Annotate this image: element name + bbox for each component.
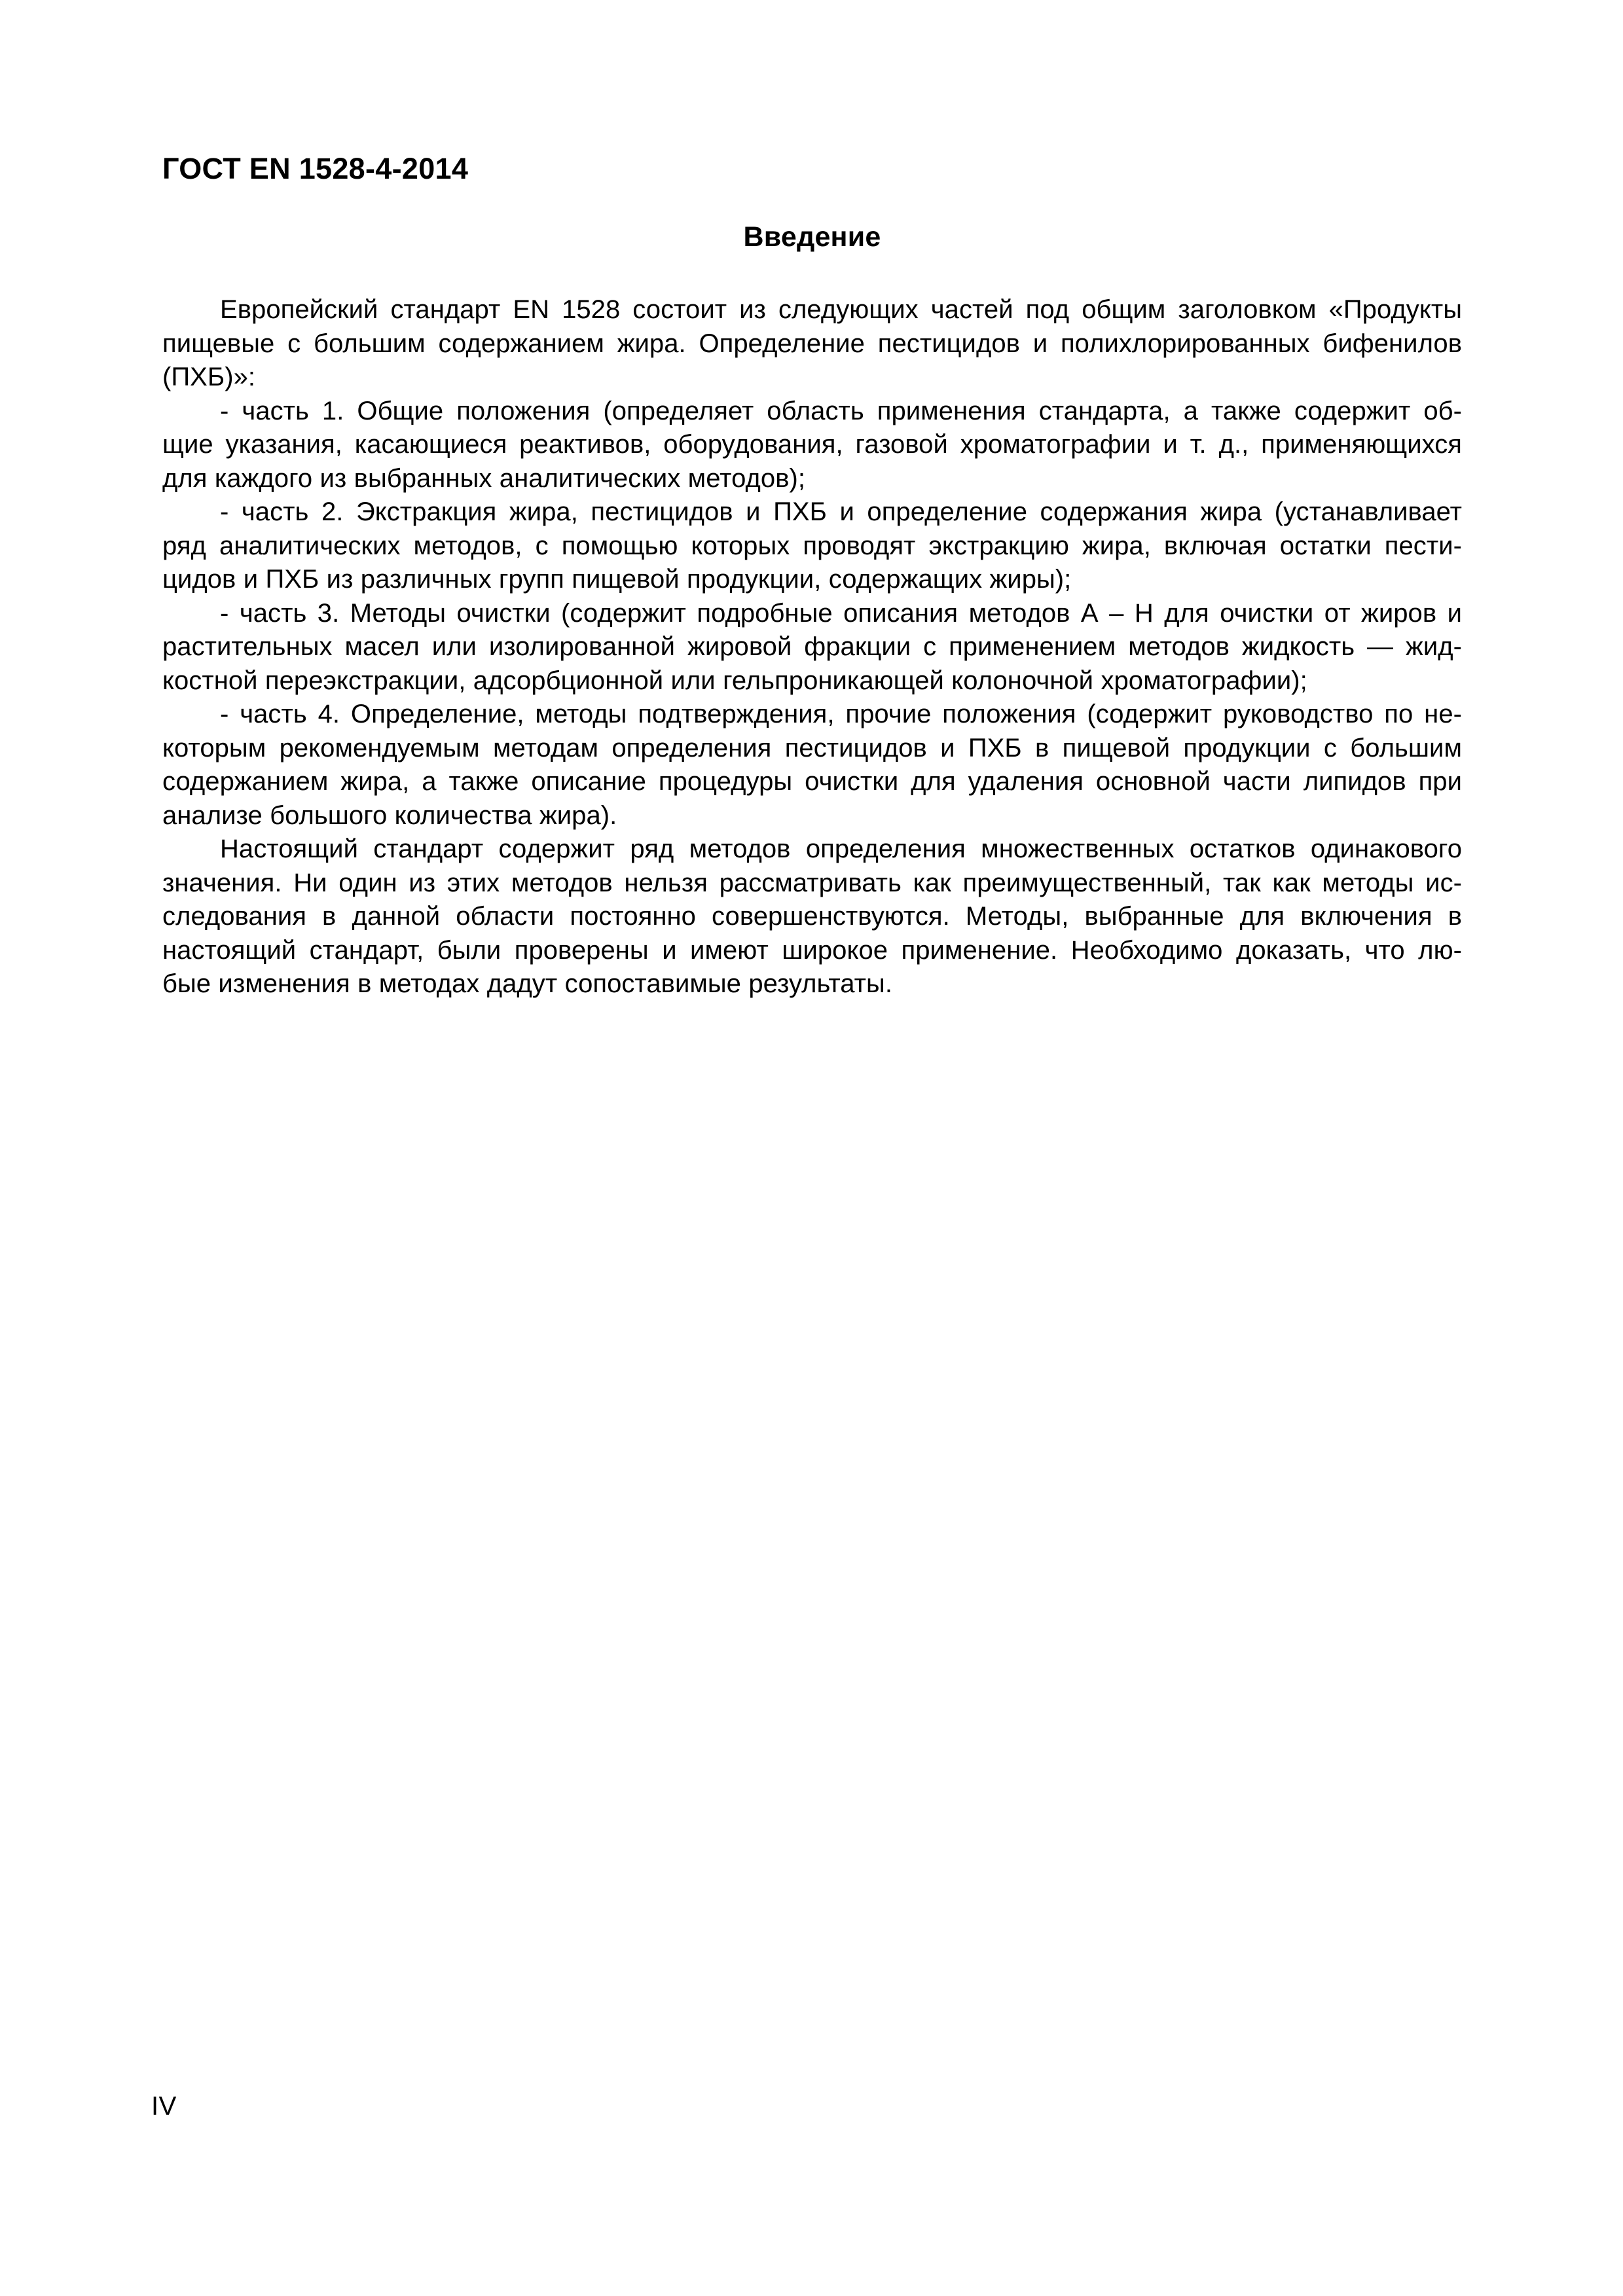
paragraph-part-3 — [162, 597, 1462, 698]
text-line: щие указания, касающиеся реактивов, оборудования, газовой хроматографии и т. д., применяющихся — [162, 430, 1462, 459]
text-line: - часть 1. Общие положения (определяет область применения стандарта, а также содержит об- — [220, 396, 1462, 425]
text-line: - часть 2. Экстракция жира, пестицидов и ПХБ и определение содержания жира (устанавливает — [220, 497, 1462, 526]
standard-number-header: ГОСТ EN 1528-4-2014 — [162, 152, 469, 185]
text-line: которым рекомендуемым методам определения пестицидов и ПХБ в пищевой продукции с большим — [162, 733, 1462, 762]
text-line: следования в данной области постоянно совершенствуются. Методы, выбранные для включения в — [162, 902, 1462, 931]
text-line: настоящий стандарт, были проверены и имеют широкое применение. Необходимо доказать, что лю- — [162, 935, 1462, 965]
text-line: значения. Ни один из этих методов нельзя рассматривать как преимущественный, так как методы ис- — [162, 868, 1462, 897]
paragraph-part-1 — [162, 395, 1462, 496]
text-line: бые изменения в методах дадут сопоставимые результаты. — [162, 969, 892, 998]
page-number: IV — [151, 2092, 177, 2121]
text-line: - часть 4. Определение, методы подтверждения, прочие положения (содержит руководство по не- — [220, 700, 1462, 728]
section-title: Введение — [743, 221, 881, 253]
text-line: Настоящий стандарт содержит ряд методов определения множественных остатков одинакового — [220, 834, 1462, 863]
text-line: пищевые с большим содержанием жира. Определение пестицидов и полихлорированных бифенилов — [162, 329, 1462, 358]
text-line: (ПХБ)»: — [162, 363, 256, 391]
text-line: растительных масел или изолированной жировой фракции с применением методов жидкость — жид- — [162, 632, 1462, 661]
paragraph-part-4 — [162, 698, 1462, 833]
text-line: ряд аналитических методов, с помощью которых проводят экстракцию жира, включая остатки пести- — [162, 531, 1462, 560]
paragraph-closing — [162, 833, 1462, 1001]
text-line: цидов и ПХБ из различных групп пищевой продукции, содержащих жиры); — [162, 565, 1072, 594]
text-line: анализе большого количества жира). — [162, 800, 617, 830]
introduction-body — [162, 293, 1462, 1001]
page-content — [162, 0, 1462, 2296]
paragraph-part-2 — [162, 495, 1462, 597]
text-line: Европейский стандарт EN 1528 состоит из следующих частей под общим заголовком «Продукты — [220, 295, 1462, 324]
text-line: - часть 3. Методы очистки (содержит подробные описания методов А – Н для очистки от жиров и — [220, 598, 1462, 628]
text-line: содержанием жира, а также описание процедуры очистки для удаления основной части липидов при — [162, 767, 1462, 796]
text-line: для каждого из выбранных аналитических методов); — [162, 463, 806, 493]
paragraph-intro-scope — [162, 293, 1462, 395]
text-line: костной переэкстракции, адсорбционной или гельпроникающей колоночной хроматографии); — [162, 666, 1307, 695]
